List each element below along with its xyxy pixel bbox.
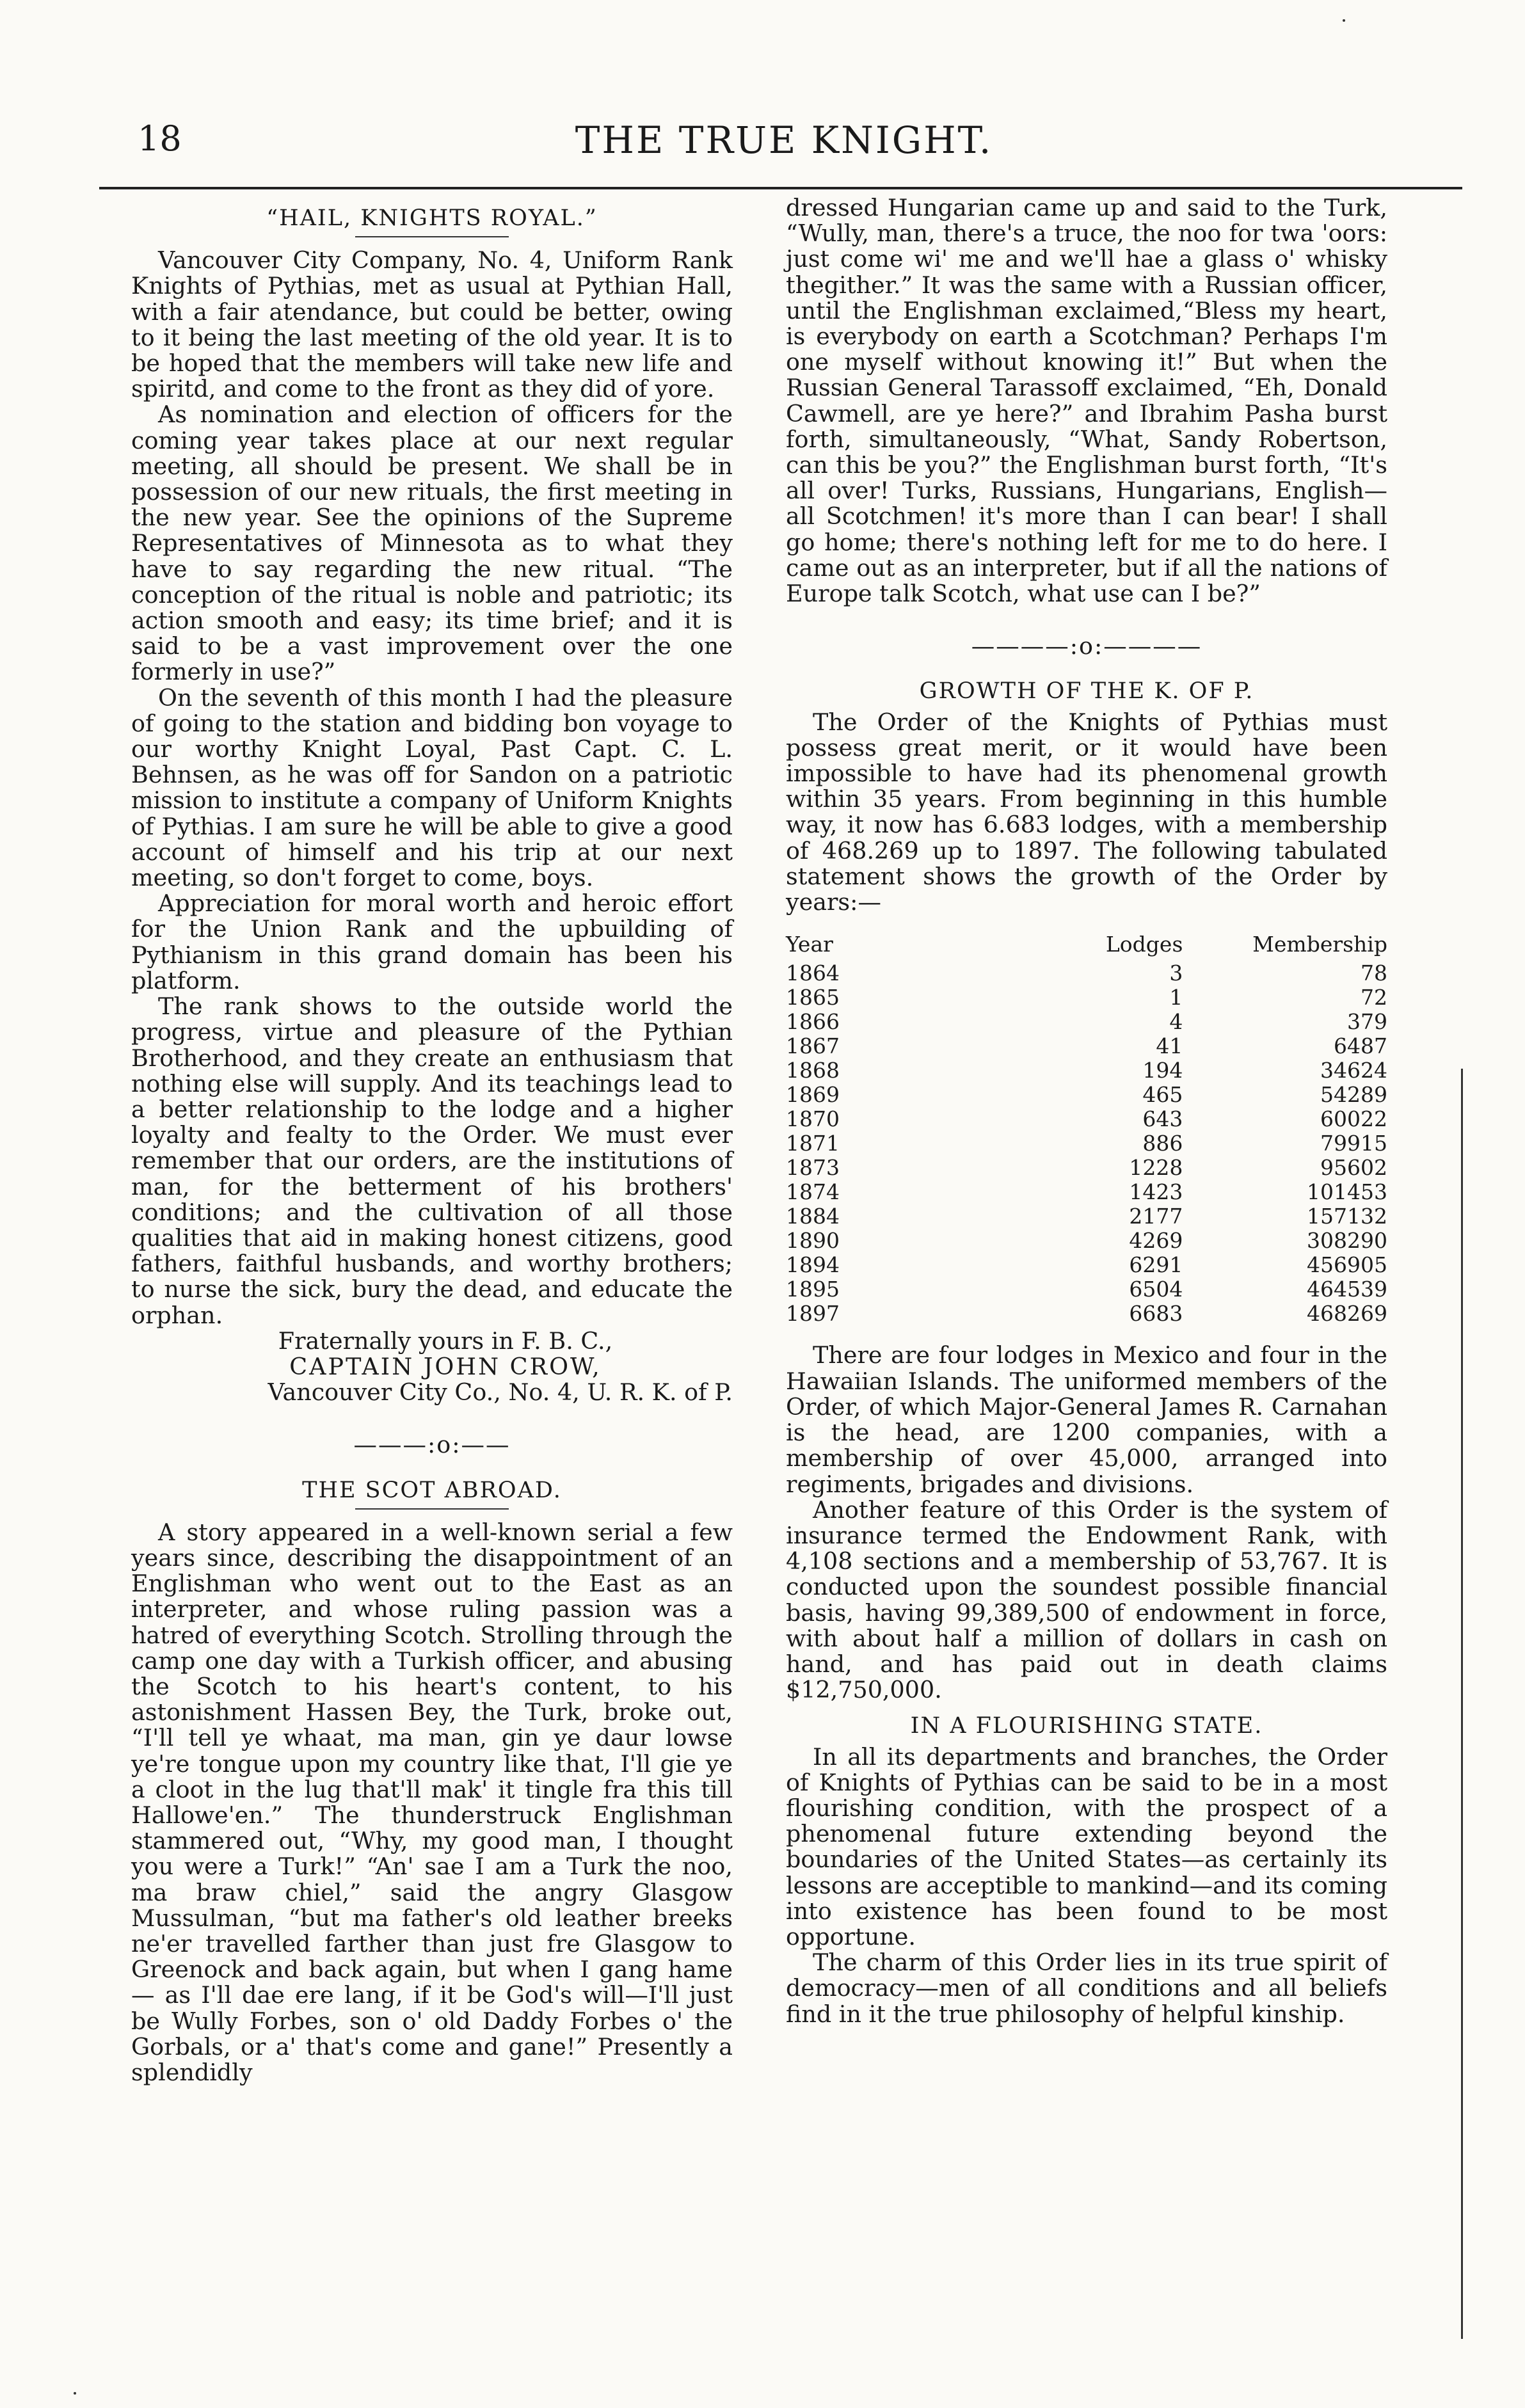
cell-membership: 34624 xyxy=(1320,1058,1387,1083)
article-title-hail-knights-royal: “HAIL, KNIGHTS ROYAL.” xyxy=(266,205,598,231)
cell-year: 1884 xyxy=(786,1204,840,1229)
cell-membership: 60022 xyxy=(1320,1107,1387,1132)
table-row xyxy=(786,1180,1387,1204)
table-row xyxy=(786,1277,1387,1302)
article-paragraph: A story appeared in a well-known serial a few years since, describing the disappointment of an Englishman who went out to the East as an interpreter, and whose ruling passion was a hatred of everything Scotch. Strolling through the camp one day with a Turkish officer, and abusing the Scotch to his heart's content, to his astonishment Hassen Bey, the Turk, broke out, “I'll tell ye whaat, ma man, gin ye daur lowse ye're tongue upon my country like that, I'll gie ye a cloot in the lug that'll mak' it tingle fra this till Hallowe'en.” The thunderstruck Englishman stammered out, “Why, my good man, I thought you were a Turk!” “An' sae I am a Turk the noo, ma braw chiel,” said the angry Glasgow Mussulman, “but ma father's old leather breeks ne'er travelled farther than just fre Glasgow to Greenock and back again, but when I gang hame— as I'll dae ere lang, if it be God's will—I'll just be Wully Forbes, son o' old Daddy Forbes o' the Gorbals, or a' that's come and gane!” Presently a splendidly xyxy=(131,1518,733,2087)
newspaper-title: THE TRUE KNIGHT. xyxy=(575,118,993,162)
article-continuation: dressed Hungarian came up and said to the Turk, “Wully, man, there's a truce, the noo for twa 'oors: just come wi' me and we'll hae a glass o' whisky thegither.” It was the same with a Russian officer, until the Englishman exclaimed,“Bless my heart, is everybody on earth a Scotchman? Perhaps I'm one myself without knowing it!” But when the Russian General Tarassoff exclaimed, “Eh, Donald Cawmell, are ye here?” and Ibrahim Pasha burst forth, simultaneously, “What, Sandy Robertson, can this be you?” the Englishman burst forth, “It's all over! Turks, Russians, Hungarians, English—all Scotchmen! it's more than I can bear! I shall go home; there's nothing left for me to do here. I came out as an interpreter, but if all the nations of Europe talk Scotch, what use can I be?” xyxy=(786,194,1387,608)
section-separator: ———:o:—— xyxy=(353,1431,511,1459)
cell-lodges: 6291 xyxy=(1129,1253,1183,1278)
signoff: Fraternally yours in F. B. C., xyxy=(278,1327,613,1355)
cell-year: 1864 xyxy=(786,961,840,986)
table-header-row xyxy=(786,932,1387,961)
left-column xyxy=(131,195,733,2085)
author-name: CAPTAIN JOHN CROW, xyxy=(289,1352,602,1380)
cell-year: 1867 xyxy=(786,1034,840,1059)
cell-lodges: 1423 xyxy=(1129,1180,1183,1205)
cell-membership: 468269 xyxy=(1307,1302,1387,1327)
cell-year: 1895 xyxy=(786,1277,840,1302)
right-column xyxy=(786,195,1387,2027)
title-rule xyxy=(355,1508,509,1510)
cell-year: 1874 xyxy=(786,1180,840,1205)
author-affiliation: Vancouver City Co., No. 4, U. R. K. of P. xyxy=(267,1378,733,1407)
cell-membership: 101453 xyxy=(1307,1180,1387,1205)
table-row xyxy=(786,1204,1387,1229)
table-row xyxy=(786,961,1387,985)
article-paragraph: On the seventh of this month I had the pleasure of going to the station and bidding bon voyage to our worthy Knight Loyal, Past Capt. C. L. Behnsen, as he was off for Sandon on a patriotic mission to institute a company of Uniform Knights of Pythias. I am sure he will be able to give a good account of himself and his trip at our next meeting, so don't forget to come, boys. xyxy=(131,683,733,892)
title-rule xyxy=(355,236,509,237)
cell-membership: 6487 xyxy=(1334,1034,1387,1059)
cell-membership: 79915 xyxy=(1320,1131,1387,1156)
table-row xyxy=(786,1229,1387,1253)
cell-year: 1873 xyxy=(786,1156,840,1181)
cell-year: 1868 xyxy=(786,1058,840,1083)
article-paragraph: Appreciation for moral worth and heroic effort for the Union Rank and the upbuilding of Pythianism in this grand domain has been his platform. xyxy=(131,889,733,994)
cell-lodges: 4269 xyxy=(1129,1229,1183,1254)
cell-lodges: 4 xyxy=(1169,1010,1183,1035)
cell-year: 1866 xyxy=(786,1010,840,1035)
cell-lodges: 2177 xyxy=(1129,1204,1183,1229)
cell-year: 1869 xyxy=(786,1083,840,1108)
cell-membership: 157132 xyxy=(1307,1204,1387,1229)
column-header-lodges: Lodges xyxy=(1105,932,1183,957)
cell-lodges: 194 xyxy=(1142,1058,1183,1083)
table-row xyxy=(786,1253,1387,1277)
cell-membership: 78 xyxy=(1361,961,1387,986)
article-paragraph: The Order of the Knights of Pythias must possess great merit, or it would have been impossible to have had its phenomenal growth within 35 years. From beginning in this humble way, it now has 6.683 lodges, with a membership of 468.269 up to 1897. The following tabulated statement shows the growth of the Order by years:— xyxy=(786,708,1387,916)
table-row xyxy=(786,1083,1387,1107)
table-body xyxy=(786,961,1387,1326)
cell-lodges: 465 xyxy=(1142,1083,1183,1108)
cell-lodges: 1228 xyxy=(1129,1156,1183,1181)
cell-lodges: 1 xyxy=(1169,985,1183,1010)
cell-year: 1890 xyxy=(786,1229,840,1254)
article-paragraph: There are four lodges in Mexico and four in the Hawaiian Islands. The uniformed members of the Order, of which Major-General James R. Carnahan is the head, are 1200 companies, with a membership of over 45,000, arranged into regiments, brigades and divisions. xyxy=(786,1341,1387,1498)
cell-lodges: 3 xyxy=(1169,961,1183,986)
print-speck xyxy=(74,2392,76,2395)
article-paragraph: Another feature of this Order is the system of insurance termed the Endowment Rank, with 4,108 sections and a membership of 53,767. It is conducted upon the soundest possible financial basis, having 99,389,500 of endowment in force, with about half a million of dollars in cash on hand, and has paid out in death claims $12,750,000. xyxy=(786,1495,1387,1704)
article-paragraph: The charm of this Order lies in its true spirit of democracy—men of all conditions and all beliefs find in it the true philosophy of helpful kinship. xyxy=(786,1949,1387,2028)
table-row xyxy=(786,1131,1387,1156)
margin-rule xyxy=(1461,1069,1463,2339)
cell-membership: 95602 xyxy=(1320,1156,1387,1181)
cell-year: 1897 xyxy=(786,1302,840,1327)
cell-year: 1870 xyxy=(786,1107,840,1132)
article-paragraph: Vancouver City Company, No. 4, Uniform Rank Knights of Pythias, met as usual at Pythian Hall, with a fair atendance, but could be better, owing to it being the last meeting of the old year. It is to be hoped that the members will take new life and spiritd, and come to the front as they did of yore. xyxy=(131,246,733,403)
column-header-year: Year xyxy=(786,932,833,957)
article-title-scot-abroad: THE SCOT ABROAD. xyxy=(302,1477,562,1503)
cell-year: 1871 xyxy=(786,1131,840,1156)
table-row xyxy=(786,1034,1387,1058)
article-title-flourishing: IN A FLOURISHING STATE. xyxy=(910,1713,1263,1739)
header-rule xyxy=(99,187,1462,189)
section-separator: ————:o:———— xyxy=(971,632,1202,660)
cell-lodges: 886 xyxy=(1142,1131,1183,1156)
column-header-membership: Membership xyxy=(1252,932,1387,957)
cell-membership: 308290 xyxy=(1307,1229,1387,1254)
print-speck xyxy=(1343,19,1345,22)
cell-membership: 464539 xyxy=(1307,1277,1387,1302)
page-number: 18 xyxy=(138,118,182,159)
cell-lodges: 643 xyxy=(1142,1107,1183,1132)
article-title-growth: GROWTH OF THE K. OF P. xyxy=(919,678,1254,705)
cell-membership: 379 xyxy=(1347,1010,1387,1035)
article-paragraph: The rank shows to the outside world the progress, virtue and pleasure of the Pythian Brotherhood, and they create an enthusiasm that nothing else will supply. And its teachings lead to a better relationship to the lodge and a higher loyalty and fealty to the Order. We must ever remember that our orders, are the institutions of man, for the betterment of his brothers' conditions; and the cultivation of all those qualities that aid in making honest citizens, good fathers, faithful husbands, and worthy brothers; to nurse the sick, bury the dead, and educate the orphan. xyxy=(131,993,733,1329)
cell-year: 1894 xyxy=(786,1253,840,1278)
cell-lodges: 6504 xyxy=(1129,1277,1183,1302)
cell-membership: 54289 xyxy=(1320,1083,1387,1108)
cell-membership: 72 xyxy=(1361,985,1387,1010)
article-paragraph: As nomination and election of officers for the coming year takes place at our next regular meeting, all should be present. We shall be in possession of our new rituals, the first meeting in the new year. See the opinions of the Supreme Representatives of Minnesota as to what they have to say regarding the new ritual. “The conception of the ritual is noble and patriotic; its action smooth and easy; its time brief; and it is said to be a vast improvement over the one formerly in use?” xyxy=(131,401,733,686)
table-row xyxy=(786,1058,1387,1083)
cell-lodges: 41 xyxy=(1156,1034,1183,1059)
cell-membership: 456905 xyxy=(1307,1253,1387,1278)
table-row xyxy=(786,1156,1387,1180)
cell-lodges: 6683 xyxy=(1129,1302,1183,1327)
table-row xyxy=(786,985,1387,1010)
page-header xyxy=(106,118,1462,189)
cell-year: 1865 xyxy=(786,985,840,1010)
table-row xyxy=(786,1302,1387,1326)
growth-table xyxy=(786,932,1387,1326)
article-paragraph: In all its departments and branches, the Order of Knights of Pythias can be said to be in a most flourishing condition, with the prospect of a phenomenal future extending beyond the boundaries of the United States—as certainly its lessons are acceptible to mankind—and its coming into existence has been found to be most opportune. xyxy=(786,1742,1387,1950)
table-row xyxy=(786,1107,1387,1131)
table-row xyxy=(786,1010,1387,1034)
